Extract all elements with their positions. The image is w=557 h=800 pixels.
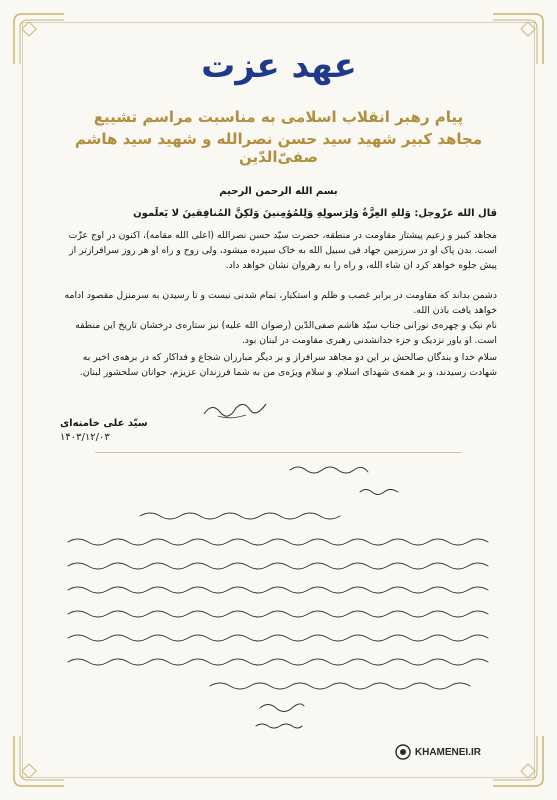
message-paragraph: نام نیک و چهره‌ی نورانی جناب سیّد هاشم صفی‌الدّین (رضوان الله علیه) نیز ستاره‌ی درخشان تاریخ این منطقه است. او یاور نزدیک و جزء جدانشدنی رهبری مقاومت در لبنان بود.	[75, 320, 497, 346]
divider	[95, 452, 462, 453]
page-title-line-1: پیام رهبر انقلاب اسلامی به مناسبت مراسم تشییع	[93, 108, 464, 126]
signature-date: ۱۴۰۳/۱۲/۰۳	[60, 432, 110, 443]
basmala: بسم الله الرحمن الرحیم	[219, 186, 338, 197]
quran-verse: قال الله عزّوجل: وَللهِ العِزَّةُ وَلِرَسولِهِ وَلِلمُؤمِنينَ وَلكِنَّ المُنافِقينَ لا يَعلَمون	[133, 208, 497, 219]
signature-name: سیّد علی خامنه‌ای	[60, 418, 148, 429]
handwritten-message-image	[60, 460, 497, 735]
message-paragraph: مجاهد کبیر و زعیم پیشتاز مقاومت در منطقه، حضرت سیّد حسن نصرالله (اعلی الله مقامه)، اکنون در اوج عزّت است. بدن پاک او در سرزمین جهاد فی سبیل الله به خاک سپرده میشود، ولی روح و راه او هر روز سرافرازتر از پیش جلوه خواهد کرد ان شاء الله، و راه را به رهروان نشان خواهد داد.	[68, 230, 497, 271]
brand-footer	[395, 744, 481, 760]
corner-ornament-icon	[12, 12, 66, 66]
page-title-line-2: مجاهد کبیر شهید سید حسن نصرالله و شهید سید هاشم صفیّ‌الدّین	[74, 130, 483, 166]
khamenei-logo-icon	[395, 744, 411, 760]
logo-text: عهد عزت	[201, 46, 357, 86]
message-paragraph: دشمن بداند که مقاومت در برابر غصب و ظلم و استکبار، تمام شدنی نیست و تا رسیدن به سرمنزل مقصود ادامه خواهد یافت باذن الله.	[64, 290, 497, 316]
corner-ornament-icon	[491, 734, 545, 788]
logo	[176, 40, 382, 92]
corner-ornament-icon	[12, 734, 66, 788]
corner-ornament-icon	[491, 12, 545, 66]
message-paragraph: سلام خدا و بندگان صالحش بر این دو مجاهد سرافراز و بر دیگر مبارزان شجاع و فداکار که در برهه‌ی اخیر به شهادت رسیدند، و بر همه‌ی شهدای اسلام. و سلام ویژه‌ی من به شما فرزندان عزیزم، جوانان سلحشور لبنان.	[79, 352, 497, 378]
brand-text: KHAMENEI.IR	[414, 746, 481, 758]
